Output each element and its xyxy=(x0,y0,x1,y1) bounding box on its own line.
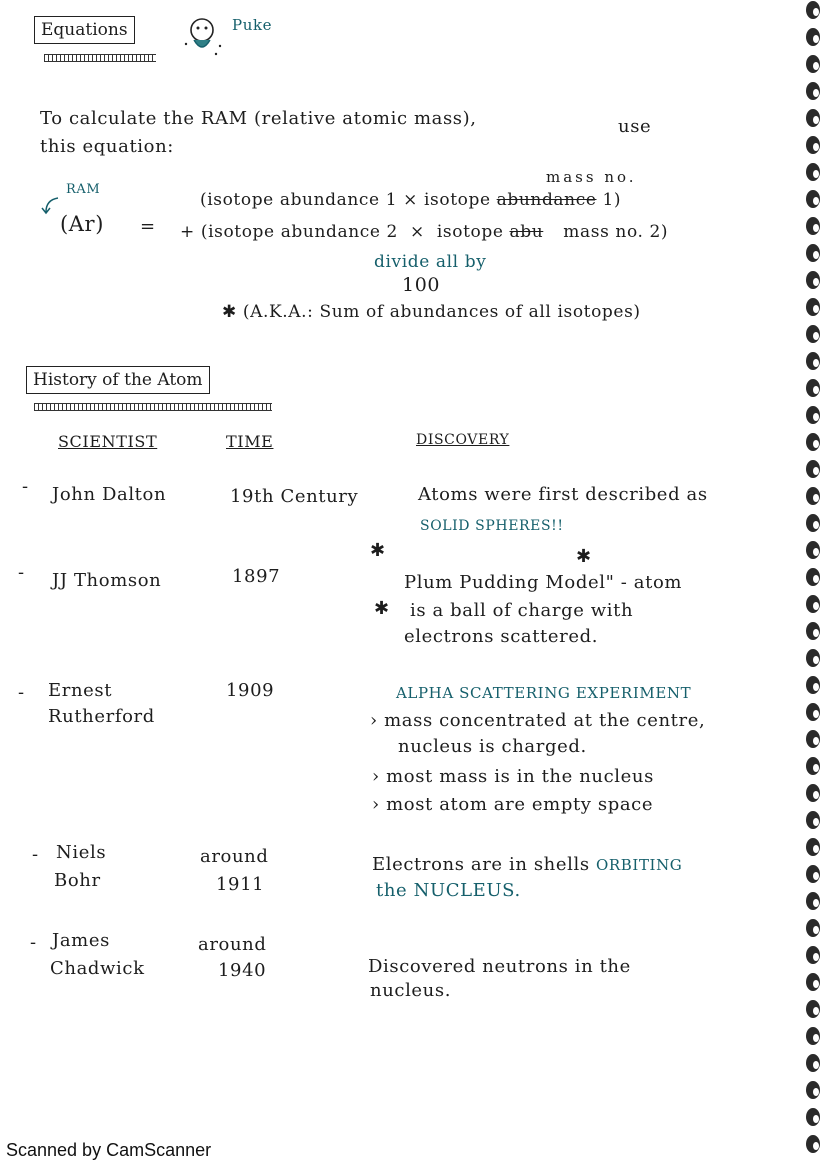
camscanner-watermark: Scanned by CamScanner xyxy=(6,1140,212,1160)
row-bullet: - xyxy=(32,844,39,865)
time-chadwick-line-1: around xyxy=(198,934,267,955)
spiral-ring-hole xyxy=(813,116,819,124)
ram-label: RAM xyxy=(66,182,101,197)
spiral-ring-hole xyxy=(813,575,819,583)
intro-line-1: To calculate the RAM (relative atomic mass), xyxy=(40,108,477,129)
scientist-rutherford-line-2: Rutherford xyxy=(48,706,155,727)
spiral-ring-hole xyxy=(813,62,819,70)
time-chadwick-line-2: 1940 xyxy=(218,960,267,981)
star-icon: ✱ xyxy=(576,546,592,567)
history-title-box xyxy=(26,366,210,394)
puke-doodle-icon xyxy=(178,14,228,58)
equations-title-box xyxy=(34,16,135,44)
discovery-rutherford-line-4: › most atom are empty space xyxy=(372,794,654,815)
term-2-part-a: + (isotope abundance 2 xyxy=(180,222,398,242)
equation-equals: = xyxy=(140,216,156,237)
spiral-ring-hole xyxy=(813,683,819,691)
discovery-dalton-highlight: SOLID SPHERES!! xyxy=(420,518,564,534)
scientist-rutherford-line-1: Ernest xyxy=(48,680,113,701)
row-bullet: - xyxy=(18,682,25,703)
aka-star-icon: ✱ xyxy=(222,302,243,322)
intro-line-2: this equation: xyxy=(40,136,174,157)
discovery-dalton-line-1: Atoms were first described as xyxy=(418,484,708,505)
term-2-part-c: mass no. 2) xyxy=(563,222,669,242)
discovery-bohr-line-2: the NUCLEUS. xyxy=(376,880,521,901)
discovery-thomson-line-2: is a ball of charge with xyxy=(410,600,634,621)
discovery-rutherford-line-2: nucleus is charged. xyxy=(398,736,587,757)
spiral-ring-hole xyxy=(813,386,819,394)
time-bohr-line-1: around xyxy=(200,846,269,867)
spiral-ring-hole xyxy=(813,197,819,205)
term-1-part-b: isotope xyxy=(424,190,491,210)
row-bullet: - xyxy=(18,562,25,583)
spiral-ring-hole xyxy=(813,278,819,286)
spiral-ring-hole xyxy=(813,1115,819,1123)
title-underline-ruler xyxy=(44,54,156,62)
intro-line-1b: use xyxy=(618,116,652,137)
spiral-ring-hole xyxy=(813,737,819,745)
spiral-ring-hole xyxy=(813,845,819,853)
spiral-ring-hole xyxy=(813,791,819,799)
history-title: History of the Atom xyxy=(33,370,203,390)
discovery-chadwick-line-2: nucleus. xyxy=(370,980,452,1001)
spiral-ring-hole xyxy=(813,764,819,772)
spiral-ring-hole xyxy=(813,35,819,43)
discovery-chadwick-line-1: Discovered neutrons in the xyxy=(368,956,631,977)
spiral-ring-hole xyxy=(813,305,819,313)
spiral-ring-hole xyxy=(813,629,819,637)
spiral-ring-hole xyxy=(813,953,819,961)
spiral-ring-hole xyxy=(813,548,819,556)
mass-no-annotation: mass no. xyxy=(546,168,637,186)
discovery-rutherford-line-3: › most mass is in the nucleus xyxy=(372,766,654,787)
star-icon: ✱ xyxy=(374,598,390,619)
spiral-ring-hole xyxy=(813,332,819,340)
column-header-discovery: DISCOVERY xyxy=(416,432,510,448)
spiral-ring-hole xyxy=(813,143,819,151)
scientist-chadwick-line-2: Chadwick xyxy=(50,958,145,979)
term-1-part-c: 1) xyxy=(602,190,622,210)
spiral-ring-hole xyxy=(813,170,819,178)
spiral-ring-hole xyxy=(813,1007,819,1015)
row-bullet: - xyxy=(30,932,37,953)
spiral-ring-hole xyxy=(813,251,819,259)
spiral-ring-hole xyxy=(813,494,819,502)
column-header-time: TIME xyxy=(226,432,274,451)
spiral-ring-hole xyxy=(813,1088,819,1096)
equation-lhs: (Ar) xyxy=(60,212,104,236)
aka-note xyxy=(222,302,641,322)
discovery-thomson-line-1: Plum Pudding Model" - atom xyxy=(404,572,683,593)
spiral-ring-hole xyxy=(813,602,819,610)
history-underline-ruler xyxy=(34,403,272,411)
time-bohr-line-2: 1911 xyxy=(216,874,265,895)
term-2-strikethrough: abu xyxy=(509,222,544,242)
spiral-ring-hole xyxy=(813,1142,819,1150)
spiral-binding xyxy=(798,0,828,1171)
spiral-ring-hole xyxy=(813,521,819,529)
term-1-part-a: (isotope abundance 1 × xyxy=(200,190,418,210)
spiral-ring-hole xyxy=(813,89,819,97)
scientist-bohr-line-1: Niels xyxy=(56,842,107,863)
spiral-ring-hole xyxy=(813,359,819,367)
equation-term-2 xyxy=(180,222,668,242)
spiral-ring-hole xyxy=(813,818,819,826)
discovery-rutherford-highlight: ALPHA SCATTERING EXPERIMENT xyxy=(396,684,692,702)
scientist-dalton: John Dalton xyxy=(52,484,167,505)
scientist-bohr-line-2: Bohr xyxy=(54,870,101,891)
column-header-scientist: SCIENTIST xyxy=(58,432,158,451)
discovery-bohr-line-1 xyxy=(372,854,682,875)
term-2-part-b: isotope xyxy=(436,222,504,242)
puke-label: Puke xyxy=(232,16,273,34)
spiral-ring-hole xyxy=(813,926,819,934)
spiral-ring-hole xyxy=(813,1061,819,1069)
scientist-thomson: JJ Thomson xyxy=(52,570,162,591)
spiral-ring-hole xyxy=(813,980,819,988)
spiral-ring-hole xyxy=(813,710,819,718)
spiral-ring-hole xyxy=(813,656,819,664)
spiral-ring-hole xyxy=(813,1034,819,1042)
discovery-bohr-highlight: ORBITING xyxy=(596,856,683,874)
aka-text: (A.K.A.: Sum of abundances of all isotopes) xyxy=(242,302,641,322)
equations-title: Equations xyxy=(41,20,128,40)
spiral-ring-hole xyxy=(813,224,819,232)
discovery-thomson-line-3: electrons scattered. xyxy=(404,626,599,647)
equation-term-1 xyxy=(200,190,621,210)
time-thomson: 1897 xyxy=(232,566,281,587)
spiral-ring-hole xyxy=(813,872,819,880)
time-rutherford: 1909 xyxy=(226,680,275,701)
spiral-ring-hole xyxy=(813,413,819,421)
divide-all-by: divide all by xyxy=(374,252,487,272)
term-1-strikethrough: abundance xyxy=(496,190,597,210)
spiral-ring-hole xyxy=(813,899,819,907)
time-dalton: 19th Century xyxy=(230,486,359,507)
discovery-bohr-text: Electrons are in shells xyxy=(372,854,590,875)
divide-hundred: 100 xyxy=(402,274,441,296)
discovery-rutherford-line-1: › mass concentrated at the centre, xyxy=(370,710,706,731)
ram-arrow-icon xyxy=(38,194,62,218)
spiral-ring-hole xyxy=(813,8,819,16)
spiral-ring-hole xyxy=(813,440,819,448)
row-bullet: - xyxy=(22,476,29,497)
term-2-times: × xyxy=(410,222,425,242)
star-icon: ✱ xyxy=(370,540,386,561)
spiral-ring-hole xyxy=(813,467,819,475)
scientist-chadwick-line-1: James xyxy=(52,930,110,951)
